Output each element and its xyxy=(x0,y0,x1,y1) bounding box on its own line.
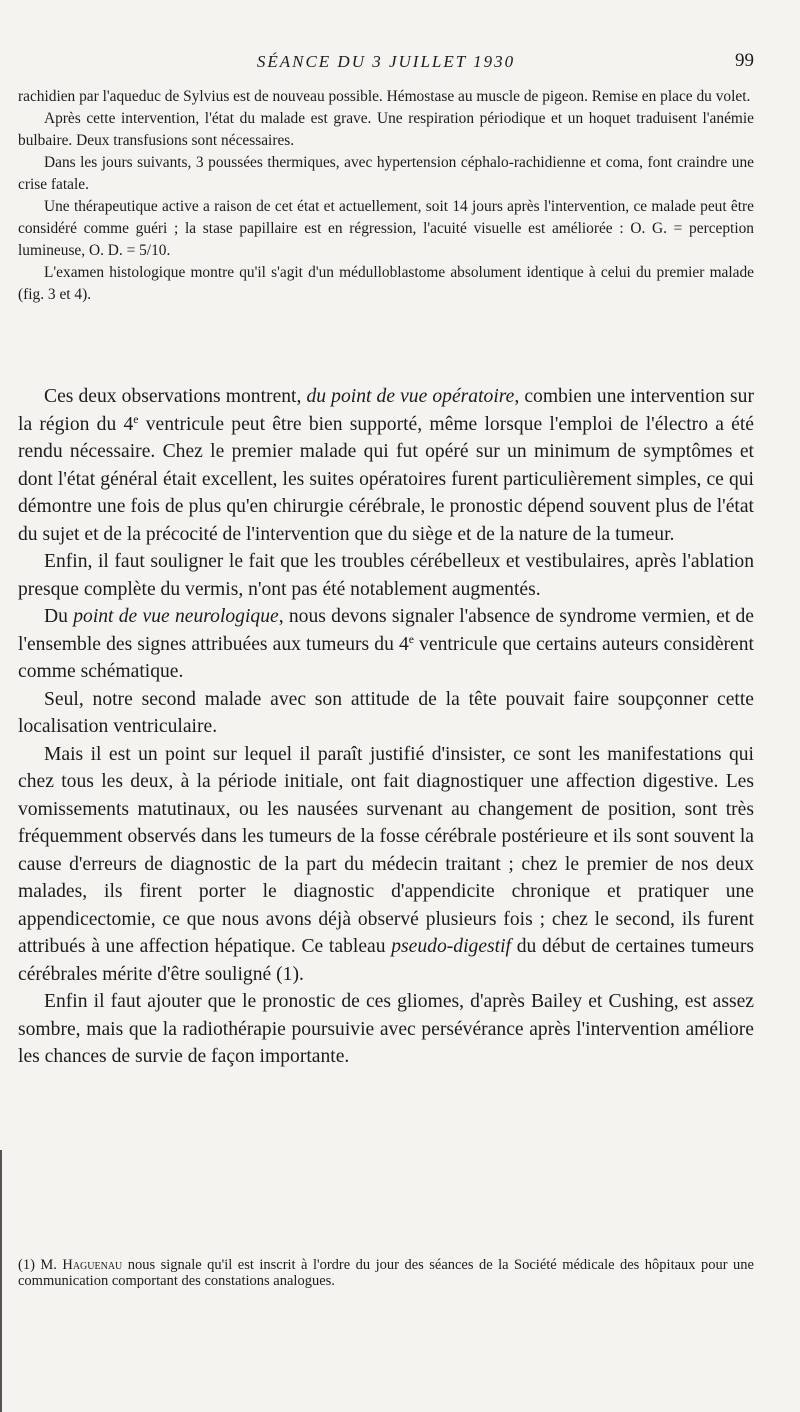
document-page xyxy=(18,0,754,1412)
page-edge-rule xyxy=(0,1150,2,1412)
discussion-section xyxy=(18,383,754,1071)
footnote-text: (1) M. Haguenau nous signale qu'il est inscrit à l'ordre du jour des séances de la Société médicale des hôpitaux pour une communication comportant des constations analogues. xyxy=(18,1257,754,1289)
body-paragraph: Du point de vue neurologique, nous devons signaler l'absence de syndrome vermien, et de l'ensemble des signes attribuées aux tumeurs du 4e ventricule que certains auteurs considèrent comme schématique. xyxy=(18,606,754,682)
emphasis: point de vue neurologique xyxy=(73,606,279,627)
small-paragraph: Après cette intervention, l'état du malade est grave. Une respiration périodique et un hoquet traduisent l'anémie bulbaire. Deux transfusions sont nécessaires. xyxy=(18,110,754,149)
small-paragraph: Une thérapeutique active a raison de cet état et actuellement, soit 14 jours après l'intervention, ce malade peut être considéré comme guéri ; la stase papillaire est en régression, l'acuité visuelle est améliorée : O. G. = perception lumineuse, O. D. = 5/10. xyxy=(18,198,754,259)
emphasis: du point de vue opératoire xyxy=(306,386,515,407)
author-name: Haguenau xyxy=(62,1257,123,1273)
page-header xyxy=(18,50,754,80)
emphasis: pseudo-digestif xyxy=(391,936,511,957)
small-paragraph: L'examen histologique montre qu'il s'agit d'un médulloblastome absolument identique à celui du premier malade (fig. 3 et 4). xyxy=(18,264,754,303)
footnote xyxy=(18,1257,754,1289)
small-paragraph: rachidien par l'aqueduc de Sylvius est de nouveau possible. Hémostase au muscle de pigeon. Remise en place du volet. xyxy=(18,88,751,105)
page-number: 99 xyxy=(735,50,754,71)
running-title: SÉANCE DU 3 JUILLET 1930 xyxy=(256,52,516,71)
body-paragraph: Seul, notre second malade avec son attitude de la tête pouvait faire soupçonner cette localisation ventriculaire. xyxy=(18,688,754,737)
body-paragraph: Enfin, il faut souligner le fait que les troubles cérébelleux et vestibulaires, après l'ablation presque complète du vermis, n'ont pas été notablement augmentés. xyxy=(18,551,754,600)
small-paragraph: Dans les jours suivants, 3 poussées thermiques, avec hypertension céphalo-rachidienne et coma, font craindre une crise fatale. xyxy=(18,154,754,193)
case-report-section xyxy=(18,86,754,306)
body-paragraph: Mais il est un point sur lequel il paraît justifié d'insister, ce sont les manifestations qui chez tous les deux, à la période initiale, ont fait diagnostiquer une affection digestive. Les vomissements matutinaux, ou les nausées survenant au changement de position, sont très fréquemment observés dans les tumeurs de la fosse cérébrale postérieure et ils sont souvent la cause d'erreurs de diagnostic de la part du médecin traitant ; chez le premier de nos deux malades, ils firent porter le diagnostic d'appendicite chronique et pratiquer une appendicectomie, ce que nous avons déjà observé plusieurs fois ; chez le second, ils furent attribués à une affection hépatique. Ce tableau pseudo-digestif du début de certaines tumeurs cérébrales mérite d'être souligné (1). xyxy=(18,743,755,985)
body-paragraph: Enfin il faut ajouter que le pronostic de ces gliomes, d'après Bailey et Cushing, est assez sombre, mais que la radiothérapie poursuivie avec persévérance après l'intervention améliore les chances de survie de façon importante. xyxy=(18,991,754,1067)
body-paragraph: Ces deux observations montrent, du point de vue opératoire, combien une intervention sur la région du 4e ventricule peut être bien supporté, même lorsque l'emploi de l'électro a été rendu nécessaire. Chez le premier malade qui fut opéré sur un minimum de symptômes et dont l'état général était excellent, les suites opératoires furent particulièrement simples, ce qui démontre une fois de plus qu'en chirurgie cérébrale, le pronostic dépend souvent plus de l'état du sujet et de la précocité de l'intervention que du siège et de la nature de la tumeur. xyxy=(18,386,754,545)
